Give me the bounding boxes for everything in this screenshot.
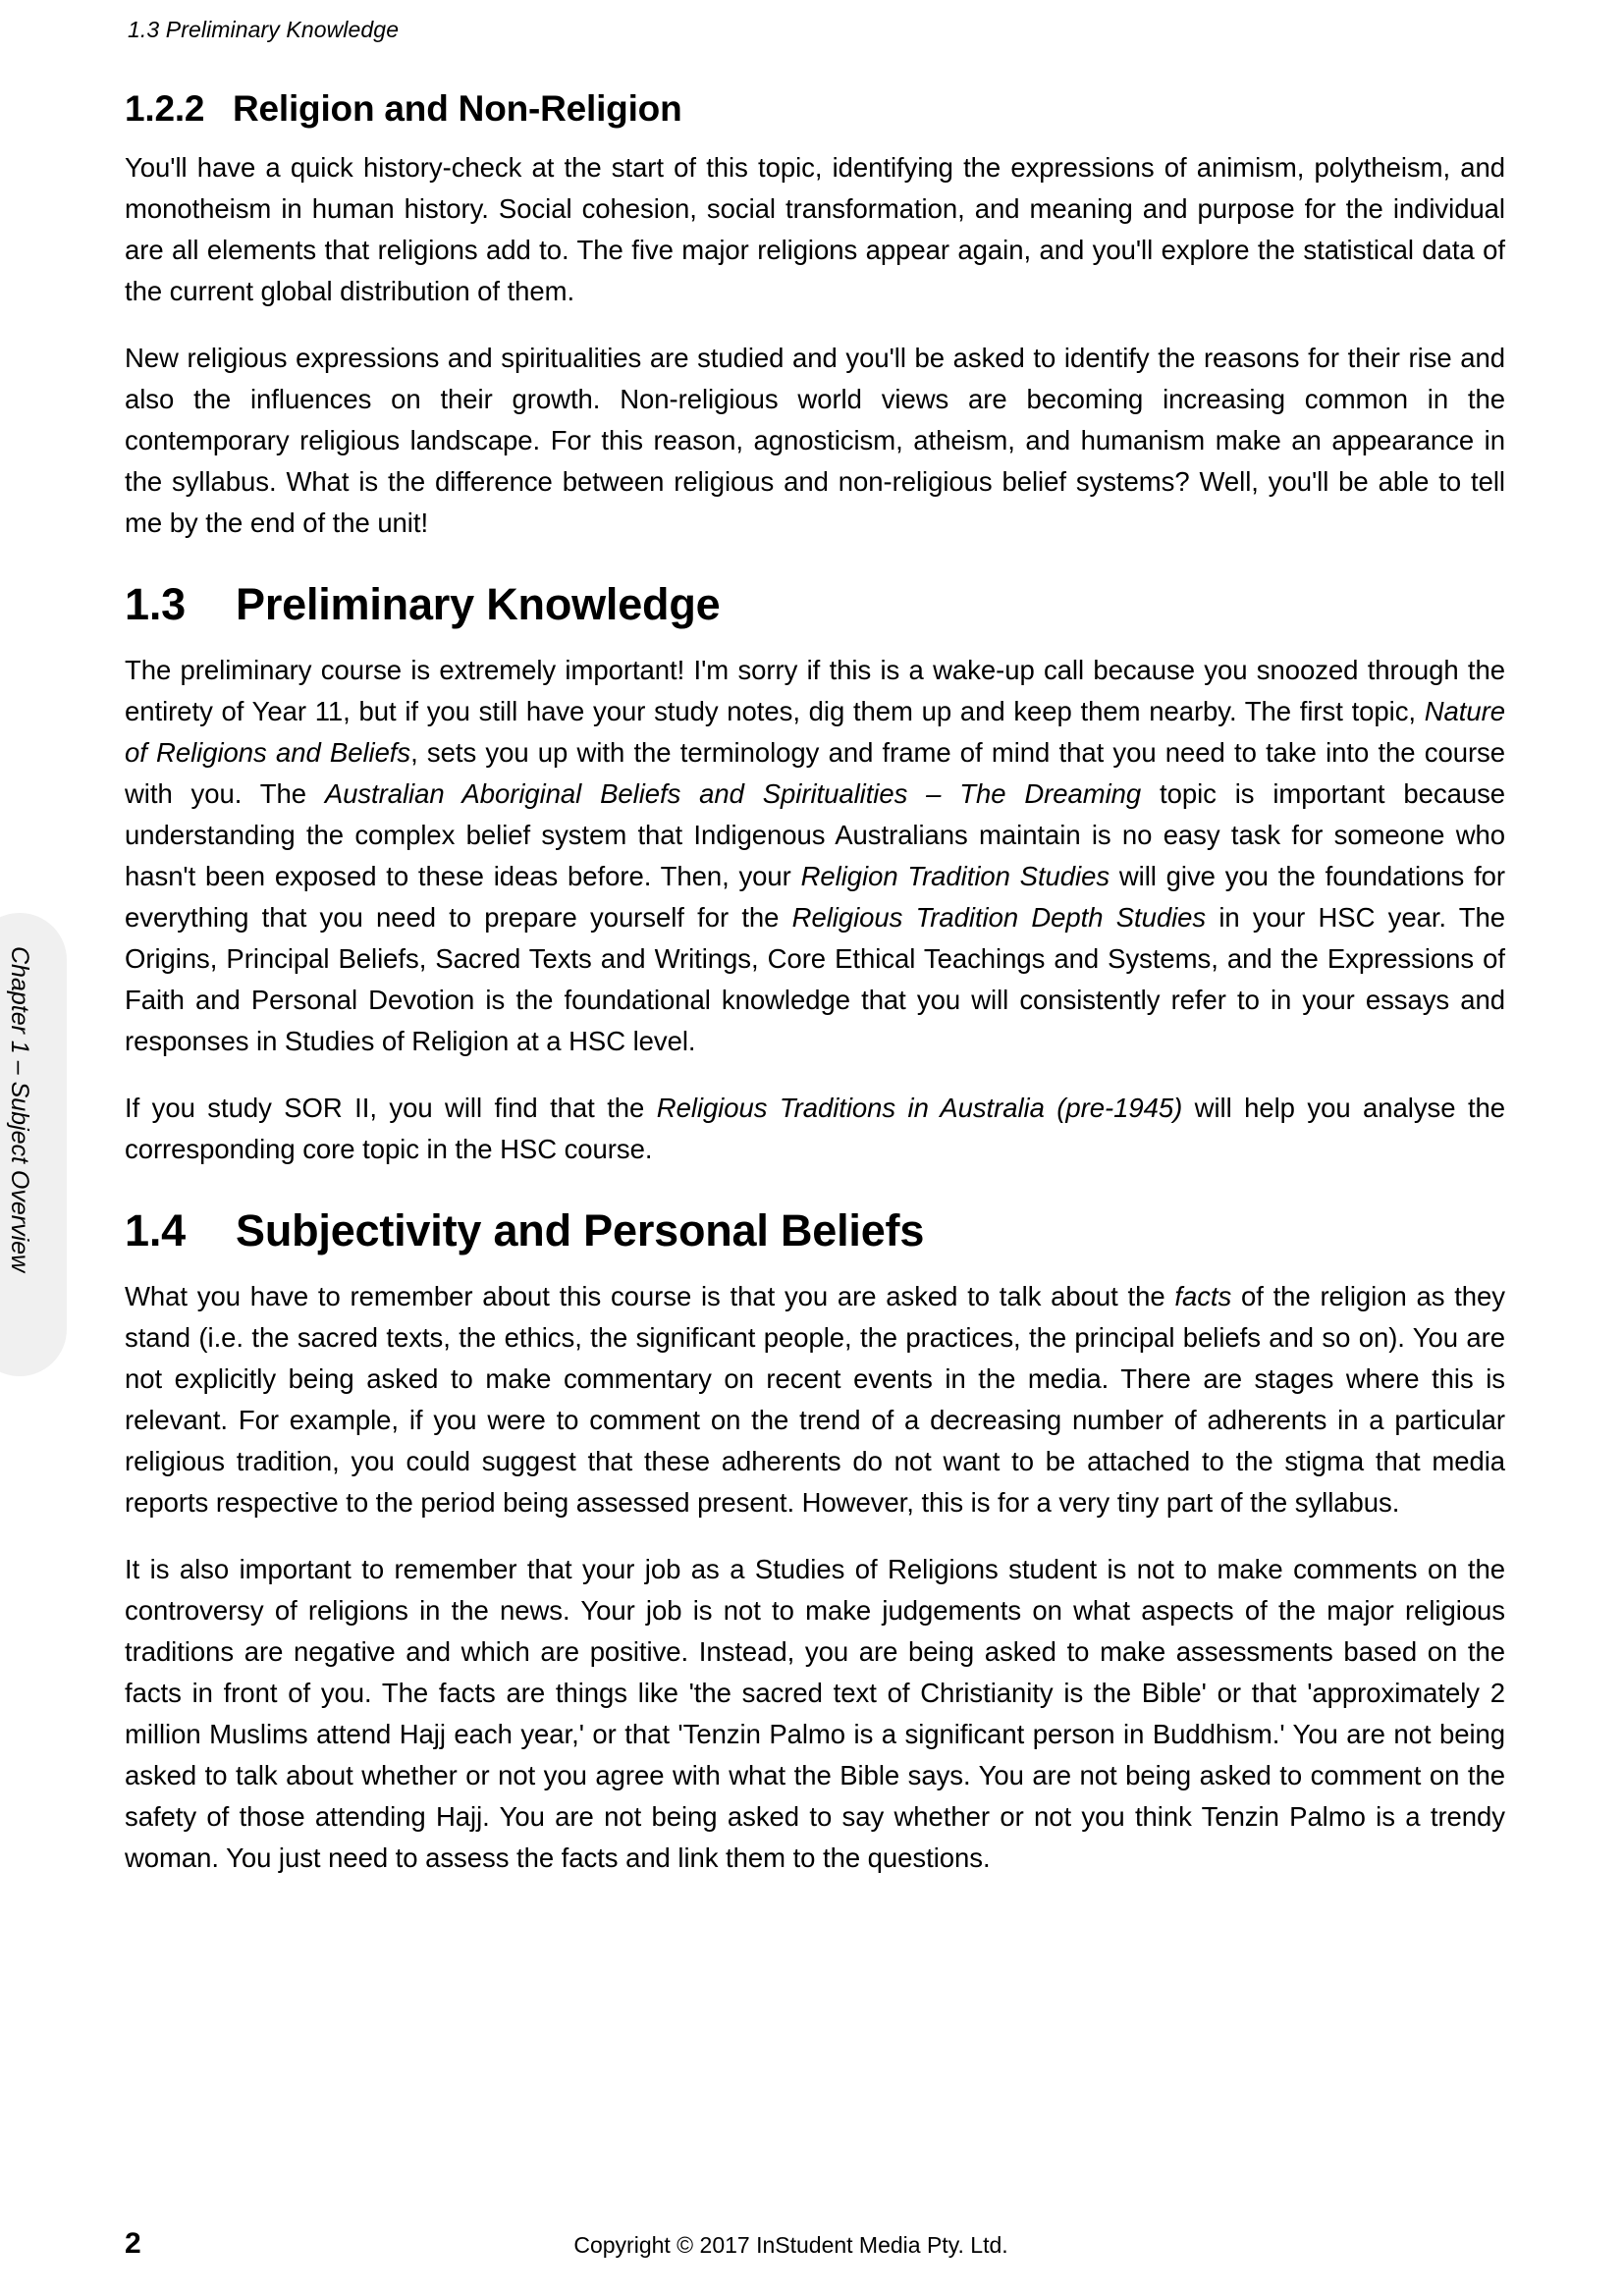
paragraph-1: You'll have a quick history-check at the start of this topic, identifying the expressions of animism, polytheism, and monotheism in human history. Social cohesion, social transformation, and meaning and purpose for the individual are all elements that religions add to. The five major religions appear again, and you'll explore the statistical data of the current global distribution of them. [125,152,1505,306]
text-run: The preliminary course is extremely important! I'm sorry if this is a wake-up call because you snoozed through the entirety of Year 11, but if you still have your study notes, dig them up and keep them nearby. The first topic, [125,655,1505,726]
paragraph-3 [125,650,1505,1062]
italic-title-aboriginal-dreaming: Australian Aboriginal Beliefs and Spiritualities – The Dreaming [324,778,1142,809]
text-run: will give you the foundations for everything that you need to prepare yourself for the [125,861,1506,933]
page-footer [125,2221,1506,2261]
italic-title-religious-traditions-australia: Religious Traditions in Australia (pre-1945) [656,1093,1183,1123]
text-run: will help you analyse the corresponding core topic in the HSC course. [125,1093,1506,1164]
text-run: in your HSC year. The Origins, Principal Beliefs, Sacred Texts and Writings, Core Ethical Teachings and Systems, and the Expressions of Faith and Personal Devotion is the foundational knowledge that you will consistently refer to in your essays and responses in Studies of Religion at a HSC level. [125,902,1505,1056]
paragraph-5 [125,1276,1505,1523]
section-title: Subjectivity and Personal Beliefs [236,1205,925,1255]
text-run: topic is important because understanding the complex belief system that Indigenous Australians maintain is no easy task for someone who hasn't been exposed to these ideas before. Then, your [125,778,1506,891]
section-number: 1.3 [125,579,186,629]
page-number: 2 [125,2227,141,2260]
italic-title-depth-studies: Religious Tradition Depth Studies [791,902,1207,933]
section-number: 1.2.2 [125,88,205,129]
italic-title-religion-tradition-studies: Religion Tradition Studies [800,861,1110,891]
paragraph-4 [125,1088,1505,1170]
page-content [125,88,1505,1879]
section-heading-1-4 [125,1205,1505,1256]
text-run: of the religion as they stand (i.e. the sacred texts, the ethics, the significant people, the practices, the principal beliefs and so on). You are not explicitly being asked to make commentary on recent events in the media. There are stages where this is relevant. For example, if you were to comment on the trend of a decreasing number of adherents in a particular religious tradition, you could suggest that these adherents do not want to be attached to the stigma that media reports respective to the period being assessed present. However, this is for a very tiny part of the syllabus. [125,1281,1505,1518]
section-number: 1.4 [125,1205,186,1255]
paragraph-6: It is also important to remember that your job as a Studies of Religions student is not to make comments on the controversy of religions in the news. Your job is not to make judgements on what aspects of the major religious traditions are negative and which are positive. Instead, you are being asked to make assessments based on the facts in front of you. The facts are things like 'the sacred text of Christianity is the Bible' or that 'approximately 2 million Muslims attend Hajj each year,' or that 'Tenzin Palmo is a significant person in Buddhism.' You are not being asked to talk about whether or not you agree with what the Bible says. You are not being asked to comment on the safety of those attending Hajj. You are not being asked to say whether or not you think Tenzin Palmo is a trendy woman. You just need to assess the facts and link them to the questions. [125,1554,1505,1873]
running-header: 1.3 Preliminary Knowledge [128,17,400,42]
section-title: Religion and Non-Religion [233,88,682,129]
italic-title-nature-of-religions: Nature of Religions and Beliefs [125,696,1505,768]
text-run: If you study SOR II, you will find that the [125,1093,657,1123]
text-run: , sets you up with the terminology and frame of mind that you need to take into the course with you. The [125,737,1505,809]
chapter-side-tab [0,913,67,1376]
italic-emphasis-facts: facts [1174,1281,1232,1311]
text-run: What you have to remember about this course is that you are asked to talk about the [125,1281,1175,1311]
section-heading-1-3 [125,579,1505,630]
copyright-notice: Copyright © 2017 InStudent Media Pty. Ltd. [573,2232,1008,2258]
chapter-side-tab-label: Chapter 1 – Subject Overview [6,946,33,1273]
section-title: Preliminary Knowledge [236,579,721,629]
section-heading-1-2-2 [125,88,1505,130]
paragraph-2: New religious expressions and spiritualities are studied and you'll be asked to identify the reasons for their rise and also the influences on their growth. Non-religious world views are becoming increasing common in the contemporary religious landscape. For this reason, agnosticism, atheism, and humanism make an appearance in the syllabus. What is the difference between religious and non-religious belief systems? Well, you'll be able to tell me by the end of the unit! [125,343,1505,538]
